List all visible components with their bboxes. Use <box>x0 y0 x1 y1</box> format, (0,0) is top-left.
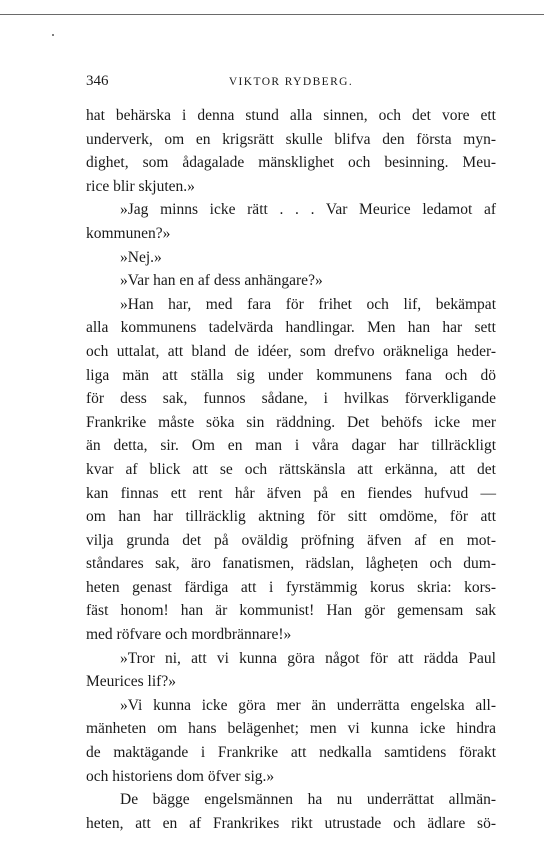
text-line: med röfvare och mordbrännare!» <box>86 626 292 644</box>
text-line: kan finnas ett rent hår äfven på en fiendes hufvud — <box>86 484 496 502</box>
text-line: liga män att ställa sig under kommunens fana och dö <box>86 366 496 384</box>
page-top-edge-rule <box>0 14 544 15</box>
text-line: underverk, om en krigsrätt skulle blifva den första myn- <box>86 130 496 148</box>
text-line: »Vi kunna icke göra mer än underrätta engelska all- <box>120 696 496 714</box>
text-line: »Han har, med fara för frihet och lif, bekämpat <box>120 295 496 313</box>
text-line: de maktägande i Frankrike att nedkalla samtidens förakt <box>86 744 496 762</box>
text-line: hat behärska i denna stund alla sinnen, och det vore ett <box>86 107 496 124</box>
text-line: »Nej.» <box>120 248 162 266</box>
text-line: alla kommunens tadelvärda handlingar. Men han har sett <box>86 319 496 337</box>
text-line: mänheten om hans belägenhet; men vi kunna icke hindra <box>86 720 496 738</box>
text-line: och uttalat, att bland de idéer, som drefvo oräkneliga heder- <box>86 342 496 360</box>
text-line: dighet, som ådagalade mänsklighet och besinning. Meu- <box>86 154 496 172</box>
text-line: kvar af blick att se och rättskänsla att erkänna, att det <box>86 460 496 478</box>
text-line: heten, att en af Frankrikes rikt utrustade och ädlare sö- <box>86 814 496 832</box>
text-line: för dess sak, funnos sådane, i hvilkas förverkligande <box>86 390 496 408</box>
text-line: kommunen?» <box>86 224 171 242</box>
text-line: »Jag minns icke rätt . . . Var Meurice ledamot af <box>120 201 496 219</box>
page-header <box>86 72 496 90</box>
text-line: Meurices lif?» <box>86 673 176 691</box>
text-line: än detta, sir. Om en man i våra dagar har tillräckligt <box>86 437 496 455</box>
text-line: Frankrike måste söka sin räddning. Det behöfs icke mer <box>86 413 496 431</box>
text-line: »Var han en af dess anhängare?» <box>120 272 323 290</box>
text-line: om han har tillräcklig aktning för sitt omdöme, för att <box>86 508 496 526</box>
text-line: De bägge engelsmännen ha nu underrättat allmän- <box>120 791 496 809</box>
paper-speck <box>52 34 54 36</box>
text-line: och historiens dom öfver sig.» <box>86 767 275 785</box>
text-line: ståndares sak, äro fanatismen, rädslan, lågheten och dum- <box>86 555 496 573</box>
body-text <box>86 104 496 835</box>
running-title: VIKTOR RYDBERG. <box>228 76 354 88</box>
page-number: 346 <box>86 73 109 89</box>
text-line: vilja grunda det på oväldig pröfning äfven af en mot- <box>86 531 496 549</box>
text-line: »Tror ni, att vi kunna göra något för att rädda Paul <box>120 649 496 667</box>
text-line: heten genast färdiga att i fyrstämmig korus skria: kors- <box>86 578 496 596</box>
text-line: rice blir skjuten.» <box>86 177 195 195</box>
text-line: fäst honom! han är kommunist! Han gör gemensam sak <box>86 602 496 620</box>
